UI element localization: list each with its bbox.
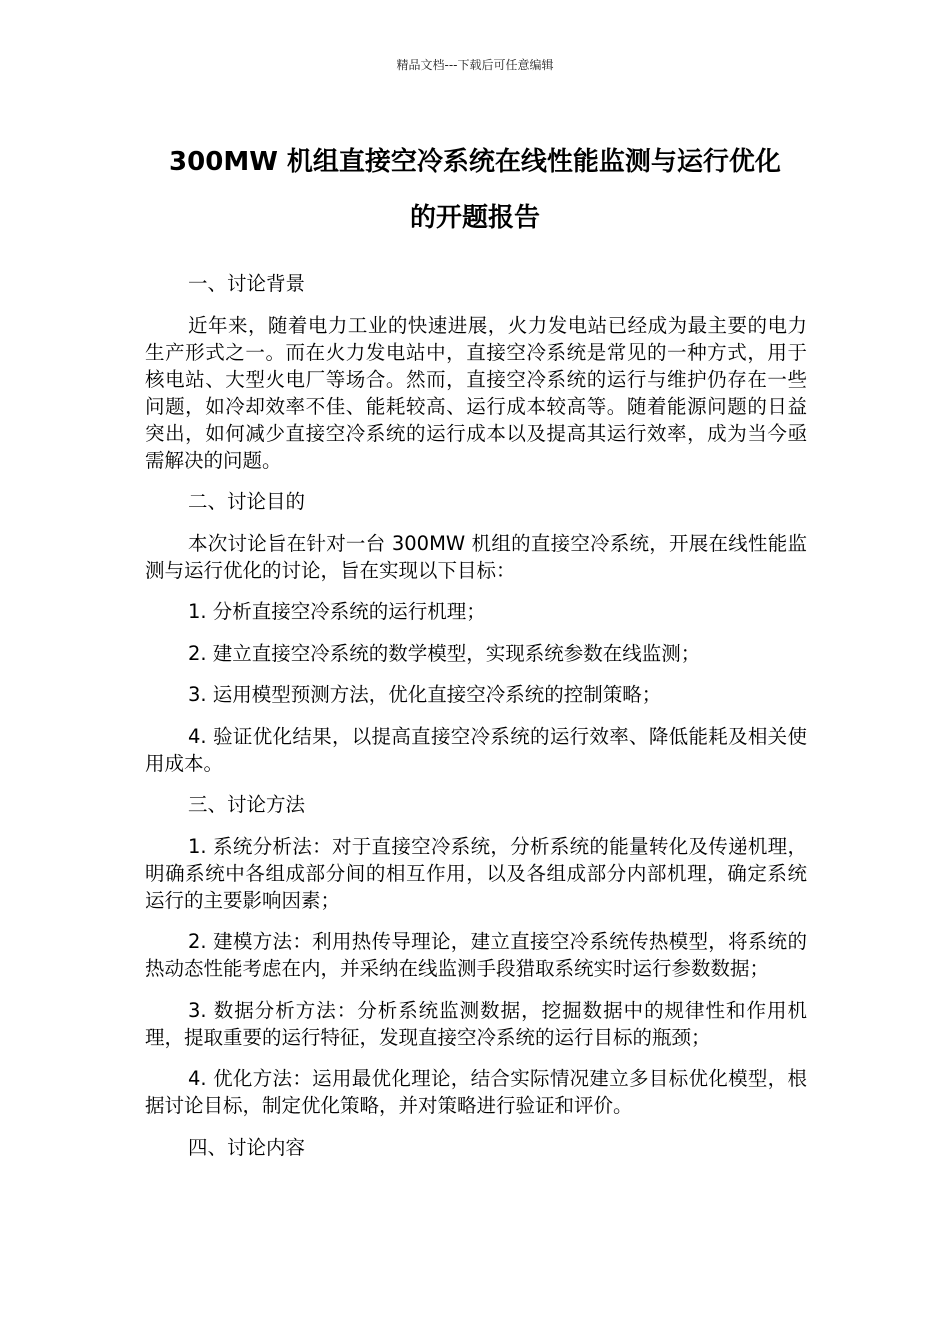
document-body (145, 270, 807, 1175)
list-item: 4. 验证优化结果，以提高直接空冷系统的运行效率、降低能耗及相关使用成本。 (145, 724, 807, 775)
list-item: 1. 系统分析法：对于直接空冷系统，分析系统的能量转化及传递机理，明确系统中各组成部分间的相互作用，以及各组成部分内部机理，确定系统运行的主要影响因素； (145, 834, 807, 912)
title-line-1: 300MW 机组直接空冷系统在线性能监测与运行优化 (169, 147, 781, 177)
document-title (140, 134, 810, 246)
list-item: 3. 运用模型预测方法，优化直接空冷系统的控制策略； (188, 683, 662, 706)
section-heading-content: 四、讨论内容 (188, 1135, 306, 1159)
list-item: 1. 分析直接空冷系统的运行机理； (188, 600, 486, 623)
list-item: 2. 建立直接空冷系统的数学模型，实现系统参数在线监测； (188, 641, 701, 665)
section-heading-methods: 三、讨论方法 (188, 793, 306, 816)
list-item: 3. 数据分析方法：分析系统监测数据，挖掘数据中的规律性和作用机理，提取重要的运行特征，发现直接空冷系统的运行目标的瓶颈； (145, 998, 807, 1049)
section-heading-background: 一、讨论背景 (188, 272, 306, 295)
paragraph-background: 近年来，随着电力工业的快速进展，火力发电站已经成为最主要的电力生产形式之一。而在火力发电站中，直接空冷系统是常见的一种方式，用于核电站、大型火电厂等场合。然而，直接空冷系统的运行与维护仍存在一些问题，如冷却效率不佳、能耗较高、运行成本较高等。随着能源问题的日益突出，如何减少直接空冷系统的运行成本以及提高其运行效率，成为当今亟需解决的问题。 (145, 313, 807, 472)
paragraph-purpose: 本次讨论旨在针对一台 300MW 机组的直接空冷系统，开展在线性能监测与运行优化的讨论，旨在实现以下目标： (145, 531, 807, 582)
list-item: 4. 优化方法：运用最优化理论，结合实际情况建立多目标优化模型，根据讨论目标，制定优化策略，并对策略进行验证和评价。 (145, 1067, 807, 1117)
page-header: 精品文档---下载后可任意编辑 (396, 58, 554, 72)
section-heading-purpose: 二、讨论目的 (188, 490, 306, 513)
title-line-2: 的开题报告 (409, 203, 540, 233)
list-item: 2. 建模方法：利用热传导理论，建立直接空冷系统传热模型，将系统的热动态性能考虑在内，并采纳在线监测手段猎取系统实时运行参数数据； (145, 930, 807, 980)
